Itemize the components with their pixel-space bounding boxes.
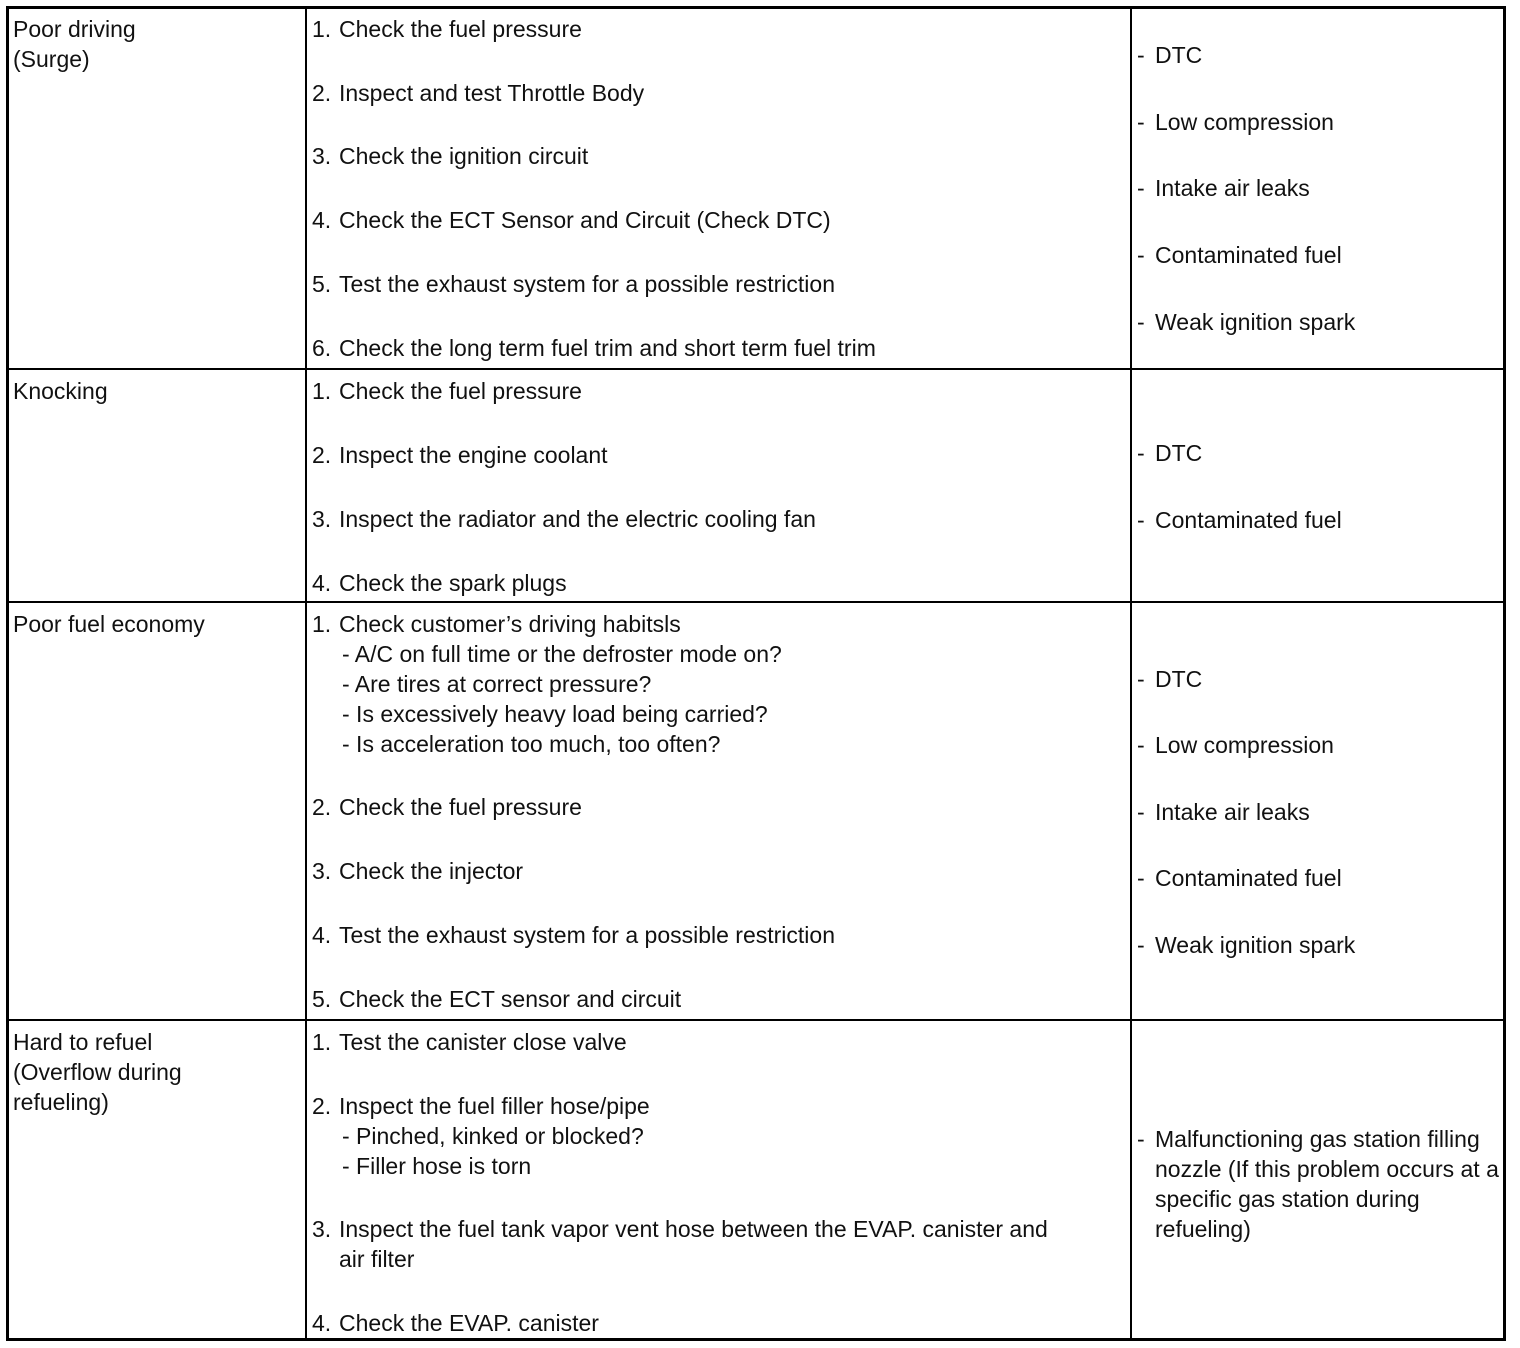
step-subitem: - A/C on full time or the defroster mode on? xyxy=(342,641,782,667)
step-subitem: - Are tires at correct pressure? xyxy=(342,671,652,697)
step-continuation: air filter xyxy=(339,1246,415,1272)
symptom-text: Poor fuel economy xyxy=(13,611,205,637)
step-subitem: - Filler hose is torn xyxy=(342,1153,532,1179)
step-item: 6. Check the long term fuel trim and short term fuel trim xyxy=(312,335,876,361)
cause-item: - Intake air leaks xyxy=(1137,799,1310,825)
cause-item: - Weak ignition spark xyxy=(1137,932,1356,958)
step-item: 5. Check the ECT sensor and circuit xyxy=(312,986,682,1012)
step-item: 1. Check the fuel pressure xyxy=(312,378,582,404)
cause-item: - Malfunctioning gas station filling nozzle (If this problem occurs at a specific gas station during refueling) xyxy=(1137,1126,1499,1242)
symptom-text: (Surge) xyxy=(13,46,90,72)
symptom-text: refueling) xyxy=(13,1089,109,1115)
step-item: 3. Check the ignition circuit xyxy=(312,143,589,169)
table-row xyxy=(9,9,1503,369)
cause-item: - Weak ignition spark xyxy=(1137,309,1356,335)
step-item: 1. Check customer’s driving habitsls xyxy=(312,611,681,637)
step-item: 2. Inspect the engine coolant xyxy=(312,442,608,468)
table-row xyxy=(9,601,1503,1021)
step-item: 4. Check the spark plugs xyxy=(312,570,567,596)
cause-item: - Intake air leaks xyxy=(1137,175,1310,201)
step-subitem: - Pinched, kinked or blocked? xyxy=(342,1123,644,1149)
cause-item: - DTC xyxy=(1137,42,1203,68)
step-item: 4. Check the ECT Sensor and Circuit (Check DTC) xyxy=(312,207,831,233)
step-subitem: - Is acceleration too much, too often? xyxy=(342,731,721,757)
step-item: 3. Check the injector xyxy=(312,858,524,884)
step-item: 5. Test the exhaust system for a possible restriction xyxy=(312,271,835,297)
symptom-text: Hard to refuel xyxy=(13,1029,153,1055)
step-item: 4. Test the exhaust system for a possible restriction xyxy=(312,922,835,948)
table-row xyxy=(9,1019,1503,1338)
cause-item: - Contaminated fuel xyxy=(1137,507,1342,533)
step-item: 3. Inspect the radiator and the electric cooling fan xyxy=(312,506,816,532)
step-item: 3. Inspect the fuel tank vapor vent hose between the EVAP. canister and xyxy=(312,1216,1048,1242)
cause-item: - Contaminated fuel xyxy=(1137,865,1342,891)
cause-item: - Low compression xyxy=(1137,109,1334,135)
step-item: 4. Check the EVAP. canister xyxy=(312,1310,599,1336)
step-item: 2. Check the fuel pressure xyxy=(312,794,582,820)
step-item: 1. Test the canister close valve xyxy=(312,1029,627,1055)
step-item: 2. Inspect the fuel filler hose/pipe xyxy=(312,1093,650,1119)
table-row xyxy=(9,368,1503,603)
symptom-text: (Overflow during xyxy=(13,1059,182,1085)
cause-item: - Low compression xyxy=(1137,732,1334,758)
cause-item: - DTC xyxy=(1137,666,1203,692)
diagnosis-table xyxy=(6,6,1506,1341)
symptom-text: Poor driving xyxy=(13,16,136,42)
step-item: 2. Inspect and test Throttle Body xyxy=(312,80,645,106)
symptom-text: Knocking xyxy=(13,378,108,404)
step-item: 1. Check the fuel pressure xyxy=(312,16,582,42)
cause-item: - Contaminated fuel xyxy=(1137,242,1342,268)
step-subitem: - Is excessively heavy load being carried? xyxy=(342,701,768,727)
cause-item: - DTC xyxy=(1137,440,1203,466)
